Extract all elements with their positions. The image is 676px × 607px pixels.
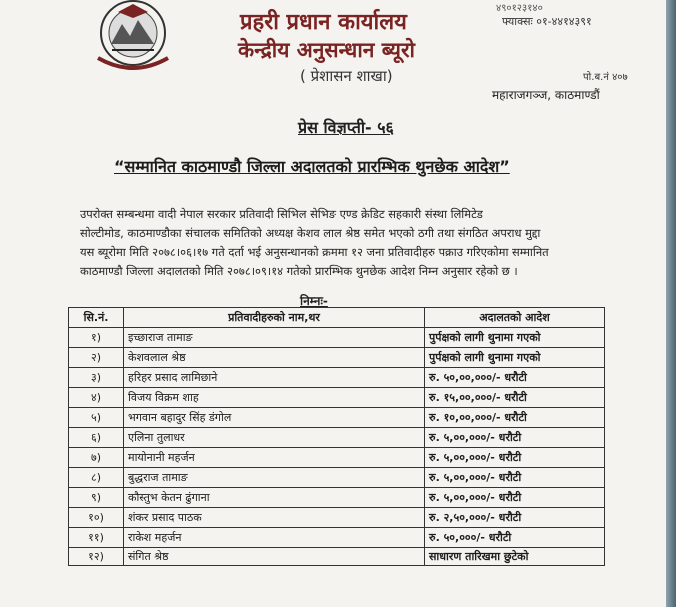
row-serial: ४) <box>69 388 124 408</box>
po-box: पो.ब.नं ४०७ <box>583 72 628 83</box>
header-name: प्रतिवादीहरुको नाम,थर <box>124 308 425 328</box>
row-name: हरिहर प्रसाद लामिछाने <box>124 368 425 388</box>
header-order: अदालतको आदेश <box>425 308 605 328</box>
page-edge <box>666 0 676 607</box>
row-serial: ६) <box>69 428 124 448</box>
row-serial: १२) <box>69 548 124 566</box>
row-name: शंकर प्रसाद पाठक <box>124 508 425 528</box>
table-header-row <box>69 308 605 328</box>
row-order: रु. २,५०,०००/- धरौटी <box>425 508 605 528</box>
as-follows-label: निम्नः- <box>300 294 328 308</box>
body-line: यस ब्यूरोमा मिति २०७८।०६।१७ गते दर्ता भई अनुसन्धानको क्रममा १२ जना प्रतिवादीहरु पक्राउ गरिएकोमा सम्मानित <box>80 245 549 259</box>
table-row <box>69 508 605 528</box>
row-serial: ५) <box>69 408 124 428</box>
row-name: मायोनानी महर्जन <box>124 448 425 468</box>
row-serial: ३) <box>69 368 124 388</box>
table-row <box>69 428 605 448</box>
press-release-body <box>80 205 640 281</box>
row-name: संगित श्रेष्ठ <box>124 548 425 566</box>
row-name: बुद्धराज तामाङ <box>124 468 425 488</box>
press-release-number: प्रेस विज्ञप्ती- ५६ <box>298 118 394 137</box>
row-order: रु. ५०,०००/- धरौटी <box>425 528 605 548</box>
row-order: रु. १५,००,०००/- धरौटी <box>425 388 605 408</box>
press-release-headline: “सम्मानित काठमाण्डौ जिल्ला अदालतको प्रारम्भिक थुनछेक आदेश” <box>114 157 510 176</box>
office-address: महाराजगञ्ज, काठमाण्डौं <box>492 88 600 102</box>
row-serial: ११) <box>69 528 124 548</box>
table-row <box>69 548 605 566</box>
row-name: इच्छाराज तामाङ <box>124 328 425 348</box>
row-order: रु. ५,००,०००/- धरौटी <box>425 488 605 508</box>
table-row <box>69 468 605 488</box>
bureau-name: केन्द्रीय अनुसन्धान ब्यूरो <box>238 38 415 62</box>
row-order: रु. ५,००,०००/- धरौटी <box>425 468 605 488</box>
row-order: रु. ५,००,०००/- धरौटी <box>425 448 605 468</box>
body-line: काठमाण्डौ जिल्ला अदालतको मिति २०७८।०९।१४ गतेको प्रारम्भिक थुनछेक आदेश निम्न अनुसार रहेको छ । <box>80 264 518 278</box>
row-order: रु. १०,००,०००/- धरौटी <box>425 408 605 428</box>
row-name: एलिना तुलाधर <box>124 428 425 448</box>
accused-table <box>68 307 605 566</box>
table-row <box>69 448 605 468</box>
body-line: सोल्टीमोड, काठमाण्डौका संचालक समितिको अध्यक्ष केशव लाल श्रेष्ठ समेत भएको ठगी तथा संगठित अपराध मुद्दा <box>80 226 541 240</box>
phone-number: ४९०१२३१४० <box>496 3 543 14</box>
row-serial: ९) <box>69 488 124 508</box>
row-order: रु. ५,००,०००/- धरौटी <box>425 428 605 448</box>
table-row <box>69 388 605 408</box>
table-row <box>69 488 605 508</box>
row-serial: २) <box>69 348 124 368</box>
branch-name: ( प्रेशासन शाखा) <box>300 67 393 85</box>
nepal-police-emblem-icon <box>78 0 188 78</box>
row-name: कौस्तुभ केतन ढुंगाना <box>124 488 425 508</box>
row-order: पुर्पक्षको लागी थुनामा गएको <box>425 348 605 368</box>
header-serial: सि.नं. <box>69 308 124 328</box>
row-serial: ७) <box>69 448 124 468</box>
row-serial: १०) <box>69 508 124 528</box>
table-row <box>69 408 605 428</box>
row-name: राकेश महर्जन <box>124 528 425 548</box>
body-line: उपरोक्त सम्बन्धमा वादी नेपाल सरकार प्रतिवादी सिभिल सेभिङ एण्ड क्रेडिट सहकारी संस्था लिमिटेड <box>80 207 483 221</box>
fax-number: फ्याक्सः ०१-४४१४३९१ <box>502 15 592 28</box>
table-row <box>69 328 605 348</box>
row-serial: ८) <box>69 468 124 488</box>
row-order: रु. ५०,००,०००/- धरौटी <box>425 368 605 388</box>
row-name: भगवान बहादुर सिंह डंगोल <box>124 408 425 428</box>
row-name: केशवलाल श्रेष्ठ <box>124 348 425 368</box>
table-row <box>69 528 605 548</box>
row-order: पुर्पक्षको लागी थुनामा गएको <box>425 328 605 348</box>
row-serial: १) <box>69 328 124 348</box>
row-order: साधारण तारिखमा छुटेको <box>425 548 605 566</box>
table-row <box>69 368 605 388</box>
row-name: विजय विक्रम शाह <box>124 388 425 408</box>
table-row <box>69 348 605 368</box>
office-name: प्रहरी प्रधान कार्यालय <box>240 10 407 35</box>
